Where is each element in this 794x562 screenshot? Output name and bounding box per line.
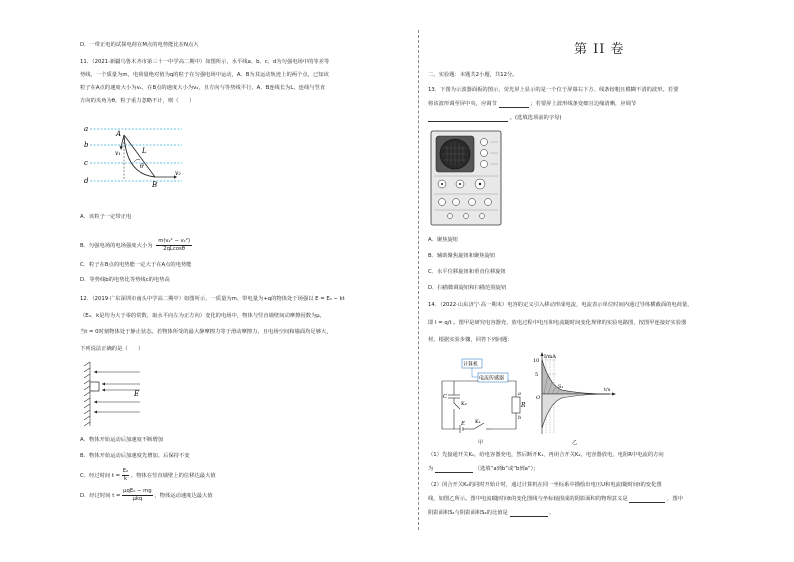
q13-stem-line2 [428, 101, 636, 108]
q11-equipotential-figure [82, 122, 194, 190]
q14-sub1-line1: （1）先接通开关K₁，给电容器充电，然后断开K₁，再闭合开关K₂，电容器放电，电阻R中电流的方向 [428, 452, 664, 458]
q12-option-d [80, 488, 213, 503]
q13-answer-blank-1[interactable] [499, 101, 529, 108]
battery-label: E [461, 421, 466, 427]
q12-option-c-suffix: ，物体在竖直墙壁上的位移达最大值 [130, 473, 216, 479]
q14-stem-line1: 14．（2022·山东济宁·高一期末）电容的定义引入移动形成电流，电流表示单位时间内通过导体横截面的电荷量， [428, 302, 693, 308]
oscilloscope-panel-figure [430, 130, 502, 226]
field-e-label: E [134, 390, 140, 398]
x-axis-label: t/s [604, 387, 611, 393]
q11-option-b [80, 238, 192, 253]
point-a-label: A [116, 130, 122, 138]
q14-stem-line3: 材，根据实验步骤，回答下列问题： [428, 337, 513, 343]
switch-k1-label: K₁ [475, 419, 481, 425]
q14-answer-blank-1[interactable] [435, 466, 473, 473]
q13-option-c: C．水平位移旋钮和垂直位移旋钮 [428, 269, 506, 275]
q11-option-b-fraction [156, 238, 192, 253]
q14-current-time-graph [532, 350, 616, 438]
column-divider [418, 30, 419, 530]
line-d-label: d [84, 177, 89, 185]
q14-sub2-line2 [428, 496, 683, 503]
q14-stem-line2: 即 I = q/t 。图甲是研究电容器充、放电过程中电压和电流随时间变化规律的实验电路图，按图甲连接好实验器 [428, 320, 687, 326]
origin-label: O [536, 395, 541, 401]
q11-stem-line1: 11．（2021·新疆乌鲁木齐市第三十一中学高二期中）如图所示，水平线a、b、c、d为匀强电场中的等差等 [80, 59, 330, 65]
switch-k2-label: K₂ [461, 401, 467, 407]
q12-option-b: B．物体开始运动后加速度先增加、后保持不变 [80, 453, 190, 459]
q12-option-d-text: D．经过时间 t = [80, 493, 121, 499]
q14-circuit-figure [432, 355, 528, 437]
q14-sub2-text-3: 阴影面积S₁与阴影面积S₂的比值是 [428, 510, 508, 516]
line-b-label: b [84, 141, 89, 149]
q13-option-a: A．聚焦旋钮 [428, 237, 459, 243]
line-a-label: a [84, 125, 89, 133]
length-l-label: L [142, 147, 147, 155]
capacitor-label: C [443, 394, 448, 400]
q14-sub2-text-2: ，图中 [667, 496, 683, 502]
figure-jia-caption: 甲 [478, 440, 484, 446]
volume-title: 第 II 卷 [574, 42, 625, 57]
resistor-label: R [521, 402, 526, 409]
q13-option-b: B．辅助聚焦旋钮和聚焦旋钮 [428, 253, 496, 259]
q12-option-d-fraction [122, 488, 153, 503]
q14-sub1-text: 为 [428, 466, 434, 472]
point-b-label: b [518, 415, 522, 421]
q13-stem-text: 将该波形调至屏中央，应调节 [428, 101, 497, 107]
q11-option-c: C．粒子在B点的电势能一定大于在A点的电势能 [80, 262, 192, 268]
q12-stem-line2: （E₀、k是均为大于零的常数，取水平向左为正方向）变化的电场中，物体与竖直墙壁间动摩擦因数为μ， [80, 313, 325, 319]
point-b-label: B [152, 181, 158, 189]
q12-option-c-fraction [122, 468, 129, 483]
y-tick-5: 5 [535, 372, 539, 378]
fraction-denominator: μkq [132, 496, 143, 502]
q11-stem-line3: 粒子在A点的速度大小为v₁，在B点的速度大小为v₂，且方向与等势线平行，A、B连线长为L，连线与竖直 [80, 85, 326, 91]
fraction-numerator: E₀ [122, 468, 129, 474]
fraction-numerator: m(v₂² − v₁²) [158, 238, 191, 244]
q12-wall-figure [82, 360, 162, 428]
q14-answer-blank-2[interactable] [629, 496, 665, 503]
q13-stem-text-2: ；若要屏上波形线条变细且边缘清晰，应调节 [530, 101, 637, 107]
figure-yi-caption: 乙 [572, 440, 578, 446]
computer-label: 计算机 [463, 361, 479, 368]
theta-label: θ [140, 163, 144, 170]
v2-label: v₂ [175, 170, 181, 177]
point-a-label: a [518, 391, 521, 397]
q14-sub2-text-4: 。 [549, 510, 555, 516]
y-tick-10: 10 [533, 358, 540, 364]
q14-sub2-text: 线，如图乙所示。图中电流I随时间t的变化图线与坐标轴围成的阴影面积的物理意义是 [428, 496, 628, 502]
q13-option-d: D．扫描微调旋钮和扫描范围旋钮 [428, 285, 507, 291]
fraction-numerator: μqE₀ − mg [123, 488, 152, 494]
q12-option-c [80, 468, 216, 483]
q10-option-d: D．一带正电的试探电荷在M点的电势能比在N点大 [80, 42, 199, 48]
q12-stem-line1: 12．（2019·广东深圳市南头中学高二期中）如图所示，一质量为m、带电量为+q的物体处于场强以 E = E₀ − kt [80, 296, 345, 302]
fraction-denominator: k [123, 476, 128, 482]
q12-stem-line4: 下列说法正确的是（ ） [80, 346, 144, 352]
q14-sub2-line3 [428, 510, 555, 517]
v1-label: v₁ [115, 150, 121, 157]
q14-answer-blank-3[interactable] [510, 510, 548, 517]
q11-option-d: D．等势线b的电势比等势线c的电势高 [80, 277, 170, 283]
q11-option-b-text: B．匀强电场的电场强度大小为 [80, 243, 153, 249]
q13-stem-line3 [428, 115, 562, 122]
area-s1-label: S₁ [558, 384, 564, 390]
y-axis-label: I/mA [544, 354, 557, 360]
q12-stem-line3: 当t = 0时刻物体处于静止状态。若物体所受的最大静摩擦力等于滑动摩擦力，且电场空间和墙面均足够大， [80, 329, 332, 335]
q12-option-a: A．物体开始运动后加速度不断增加 [80, 437, 164, 443]
q12-option-d-suffix: ，物体运动速度达最大值 [154, 493, 213, 499]
sensor-label: 电流传感器 [479, 375, 505, 382]
section-heading: 二、实验题：本题共2小题，共12分。 [428, 72, 518, 78]
q11-option-a: A．该粒子一定带正电 [80, 214, 132, 220]
q14-sub1-line2 [428, 466, 539, 473]
q14-sub1-text-2: （选填“a到b”或“b到a”）； [474, 466, 539, 472]
q14-sub2-line1: （2）闭合开关K₂的同时开始计时，通过计算机在同一坐标系中描绘出电压U和电流I随时间t的变化图 [428, 482, 662, 488]
q12-option-c-text: C．经过时间 t = [80, 473, 121, 479]
q13-stem-line1: 13．下图为示波器面板的图示，荧光屏上显示的是一个位于屏幕右下方、线条较粗且模糊不清的波形。若要 [428, 87, 679, 93]
q13-answer-blank-2[interactable] [428, 115, 508, 122]
q11-stem-line4: 方向的夹角为θ，粒子重力忽略不计，则（ ） [80, 98, 195, 104]
fraction-denominator: 2qLcosθ [163, 246, 186, 252]
line-c-label: c [84, 159, 88, 167]
q13-stem-text-3: 。(选填选项前的字母) [509, 115, 562, 121]
q11-stem-line2: 势线，一个质量为m，电荷量绝对值为q的粒子在匀强电场中运动，A、B为其运动轨迹上的两个点，已知该 [80, 72, 329, 78]
